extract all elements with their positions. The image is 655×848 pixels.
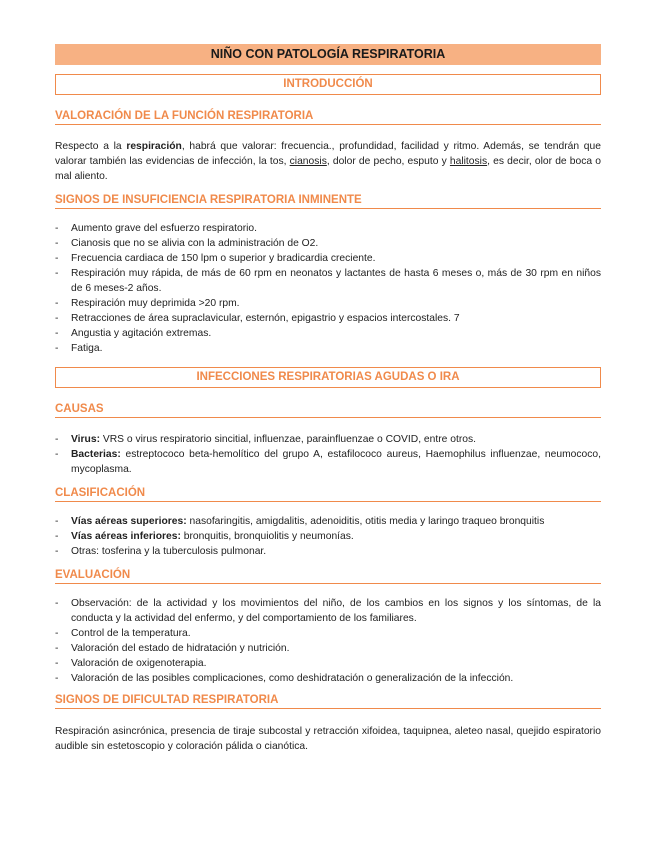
causas-list xyxy=(55,432,601,477)
heading-causas: CAUSAS xyxy=(55,403,601,418)
list-item: - Valoración de oxigenoterapia. xyxy=(55,656,601,671)
list-item: - Observación: de la actividad y los movimientos del niño, de los cambios en los signos y los síntomas, de la conducta y la actividad del enfermo, y del comportamiento de los familiares. xyxy=(55,596,601,626)
list-item: - Otras: tosferina y la tuberculosis pulmonar. xyxy=(55,544,601,559)
section-introduccion: INTRODUCCIÓN xyxy=(55,74,601,95)
list-item: - Vías aéreas inferiores: bronquitis, bronquiolitis y neumonías. xyxy=(55,529,601,544)
dificultad-paragraph: Respiración asincrónica, presencia de tiraje subcostal y retracción xifoidea, taquipnea, aleteo nasal, quejido espiratorio audible sin estetoscopio y coloración pálida o cianótica. xyxy=(55,726,601,752)
heading-signos-insuficiencia: SIGNOS DE INSUFICIENCIA RESPIRATORIA INMINENTE xyxy=(55,194,601,209)
list-item: - Cianosis que no se alivia con la administración de O2. xyxy=(55,236,601,251)
evaluacion-list xyxy=(55,596,601,686)
valoracion-paragraph: Respecto a la respiración, habrá que valorar: frecuencia., profundidad, facilidad y ritmo. Además, se tendrán que valorar también las evidencias de infección, la tos, cianosis, dolor de pecho, esputo y halitosis, es decir, olor de boca o mal aliento. xyxy=(55,141,601,182)
list-item: - Valoración del estado de hidratación y nutrición. xyxy=(55,641,601,656)
list-item: - Fatiga. xyxy=(55,341,601,356)
list-item: - Frecuencia cardiaca de 150 lpm o superior y bradicardia creciente. xyxy=(55,251,601,266)
list-item: - Angustia y agitación extremas. xyxy=(55,326,601,341)
list-item: - Aumento grave del esfuerzo respiratorio. xyxy=(55,221,601,236)
list-item: - Respiración muy deprimida >20 rpm. xyxy=(55,296,601,311)
list-item: - Respiración muy rápida, de más de 60 rpm en neonatos y lactantes de hasta 6 meses o, más de 30 rpm en niños de 6 meses-2 años. xyxy=(55,266,601,296)
heading-clasificacion: CLASIFICACIÓN xyxy=(55,487,601,502)
signos-insuficiencia-list xyxy=(55,221,601,356)
heading-valoracion: VALORACIÓN DE LA FUNCIÓN RESPIRATORIA xyxy=(55,110,601,125)
list-item: - Control de la temperatura. xyxy=(55,626,601,641)
section-infecciones: INFECCIONES RESPIRATORIAS AGUDAS O IRA xyxy=(55,367,601,388)
document-page xyxy=(55,44,601,754)
list-item: - Virus: VRS o virus respiratorio sincitial, influenzae, parainfluenzae o COVID, entre otros. xyxy=(55,432,601,447)
document-title: NIÑO CON PATOLOGÍA RESPIRATORIA xyxy=(55,44,601,65)
list-item: - Valoración de las posibles complicaciones, como deshidratación o generalización de la infección. xyxy=(55,671,601,686)
list-item: - Bacterias: estreptococo beta-hemolítico del grupo A, estafilococo aureus, Haemophilus influenzae, neumococo, mycoplasma. xyxy=(55,447,601,477)
heading-dificultad: SIGNOS DE DIFICULTAD RESPIRATORIA xyxy=(55,694,601,709)
list-item: - Vías aéreas superiores: nasofaringitis, amigdalitis, adenoiditis, otitis media y laringo traqueo bronquitis xyxy=(55,514,601,529)
clasificacion-list xyxy=(55,514,601,559)
list-item: - Retracciones de área supraclavicular, esternón, epigastrio y espacios intercostales. 7 xyxy=(55,311,601,326)
heading-evaluacion: EVALUACIÓN xyxy=(55,569,601,584)
